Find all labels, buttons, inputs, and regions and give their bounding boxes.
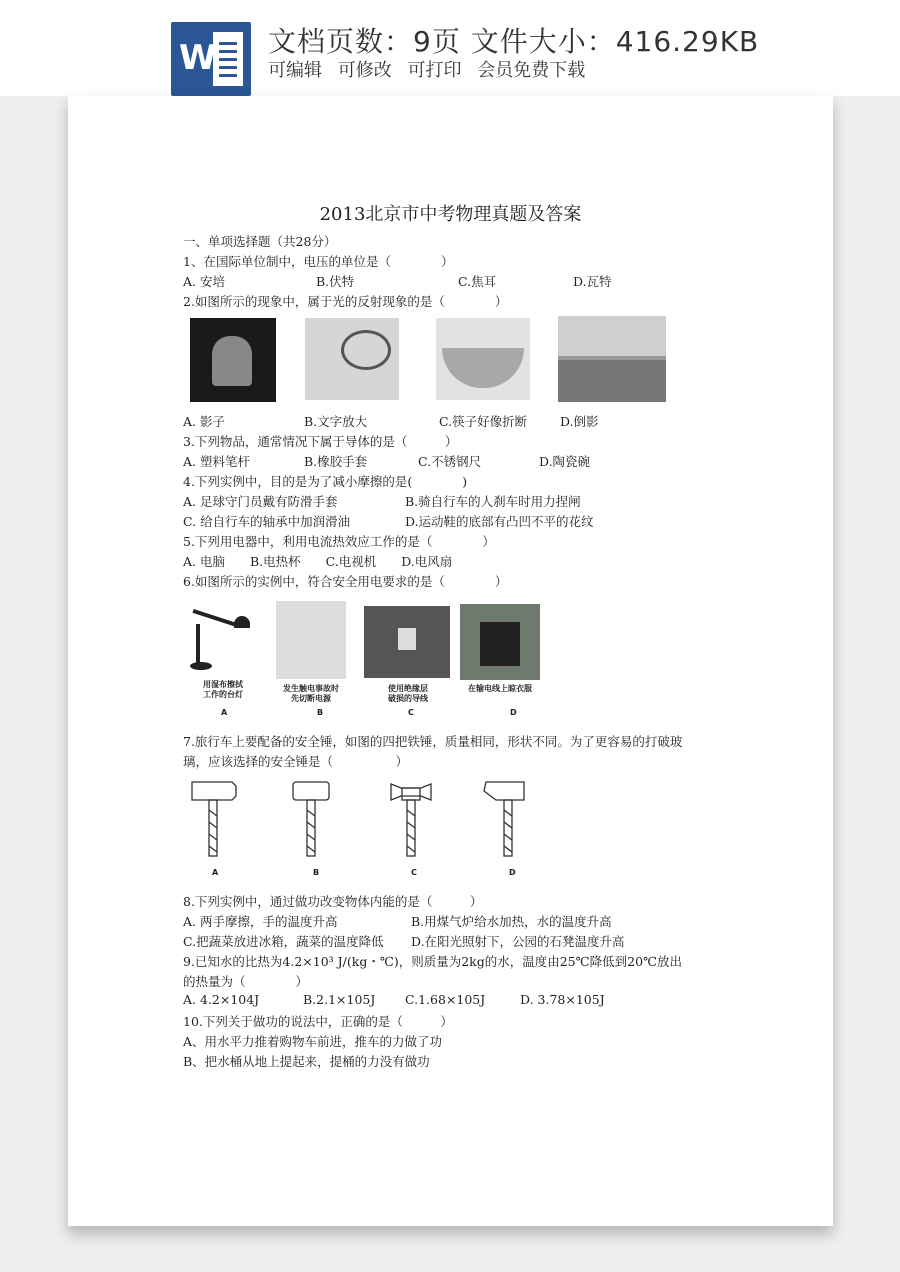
- electric-shock-rescue-image: [276, 601, 346, 679]
- option: C.筷子好像折断: [439, 414, 528, 429]
- modifiable-label: 可修改: [337, 60, 392, 81]
- option: D.陶瓷碗: [539, 454, 591, 469]
- option: B.伏特: [316, 274, 355, 289]
- feature-links: [268, 56, 595, 82]
- reflection-photo: [558, 316, 666, 402]
- option: D.瓦特: [573, 274, 612, 289]
- hammer-letter: C: [411, 868, 417, 877]
- question-5: 5.下列用电器中，利用电流热效应工作的是（ ）: [183, 534, 495, 549]
- image-letter: C: [408, 708, 414, 717]
- editable-label: 可编辑: [268, 60, 322, 81]
- option: A. 安培: [183, 274, 225, 289]
- question-10: 10.下列关于做功的说法中，正确的是（ ）: [183, 1014, 453, 1029]
- printable-label: 可打印: [407, 60, 462, 81]
- image-caption: 在输电线上晾衣服: [468, 684, 532, 693]
- option: C.不锈钢尺: [418, 454, 482, 469]
- question-5-options: A. 电脑 B.电热杯 C.电视机 D.电风扇: [183, 554, 453, 569]
- image-letter: D: [510, 708, 517, 717]
- question-9-cont: 的热量为（ ）: [183, 974, 309, 989]
- file-info: 文档页数：9页 文件大小：416.29KB: [268, 25, 760, 58]
- drying-clothes-image: [460, 604, 540, 680]
- document-title: 2013北京市中考物理真题及答案: [319, 204, 582, 225]
- question-8: 8.下列实例中，通过做功改变物体内能的是（ ）: [183, 894, 483, 909]
- magnifier-photo: [305, 318, 399, 400]
- option: B.橡胶手套: [304, 454, 368, 469]
- question-6: 6.如图所示的实例中，符合安全用电要求的是（ ）: [183, 574, 508, 589]
- damaged-wire-image: [364, 606, 450, 678]
- image-letter: A: [221, 708, 228, 717]
- word-document-icon: W: [171, 22, 251, 96]
- option: A. 影子: [183, 414, 225, 429]
- hammer-letter: A: [212, 868, 219, 877]
- hammer-letter: D: [509, 868, 516, 877]
- option: C.1.68×105J: [405, 992, 486, 1007]
- option: B.骑自行车的人刹车时用力捏闸: [405, 494, 581, 509]
- question-2: 2.如图所示的现象中，属于光的反射现象的是（ ）: [183, 294, 508, 309]
- option: C. 给自行车的轴承中加润滑油: [183, 514, 351, 529]
- option: A. 塑料笔杆: [183, 454, 250, 469]
- option: A. 4.2×104J: [183, 992, 260, 1007]
- hammer-diagram: [178, 776, 538, 886]
- image-caption: 发生触电事故时 先切断电源: [283, 684, 339, 703]
- question-3: 3.下列物品，通常情况下属于导体的是（ ）: [183, 434, 458, 449]
- download-banner: [0, 0, 900, 96]
- hammer-letter: B: [313, 868, 320, 877]
- question-10-option-a: A、用水平力推着购物车前进，推车的力做了功: [183, 1034, 443, 1049]
- question-4: 4.下列实例中，目的是为了减小摩擦的是( ): [183, 474, 468, 489]
- shadow-photo: [190, 318, 276, 402]
- image-letter: B: [317, 708, 324, 717]
- question-1: 1、在国际单位制中，电压的单位是（ ）: [183, 254, 454, 269]
- option: D.运动鞋的底部有凸凹不平的花纹: [405, 514, 594, 529]
- member-download-label: 会员免费下载: [477, 60, 586, 81]
- section-heading: 一、单项选择题（共28分）: [183, 234, 337, 249]
- desk-lamp-image: [186, 606, 256, 676]
- option: B.2.1×105J: [303, 992, 376, 1007]
- image-caption: 使用绝缘层 破损的导线: [388, 684, 428, 703]
- option: A. 足球守门员戴有防滑手套: [183, 494, 338, 509]
- question-10-option-b: B、把水桶从地上提起来，提桶的力没有做功: [183, 1054, 430, 1069]
- image-caption: 用湿布擦拭 工作的台灯: [203, 680, 243, 699]
- question-7-cont: 璃，应该选择的安全锤是（ ）: [183, 754, 409, 769]
- question-7: 7.旅行车上要配备的安全锤，如图的四把铁锤，质量相同，形状不同。为了更容易的打破玻: [183, 734, 683, 749]
- option: D.在阳光照射下，公园的石凳温度升高: [411, 934, 625, 949]
- question-9: 9.已知水的比热为4.2×10³ J/(kg・℃)，则质量为2kg的水，温度由25℃降低到20℃放出: [183, 954, 683, 969]
- bowl-chopsticks-photo: [436, 318, 530, 400]
- option: C.焦耳: [458, 274, 497, 289]
- option: D. 3.78×105J: [520, 992, 605, 1007]
- option: B.文字放大: [304, 414, 368, 429]
- option: D.倒影: [560, 414, 599, 429]
- option: B.用煤气炉给水加热，水的温度升高: [411, 914, 612, 929]
- option: C.把蔬菜放进冰箱，蔬菜的温度降低: [183, 934, 384, 949]
- document-page: [68, 96, 833, 1226]
- option: A. 两手摩擦，手的温度升高: [183, 914, 338, 929]
